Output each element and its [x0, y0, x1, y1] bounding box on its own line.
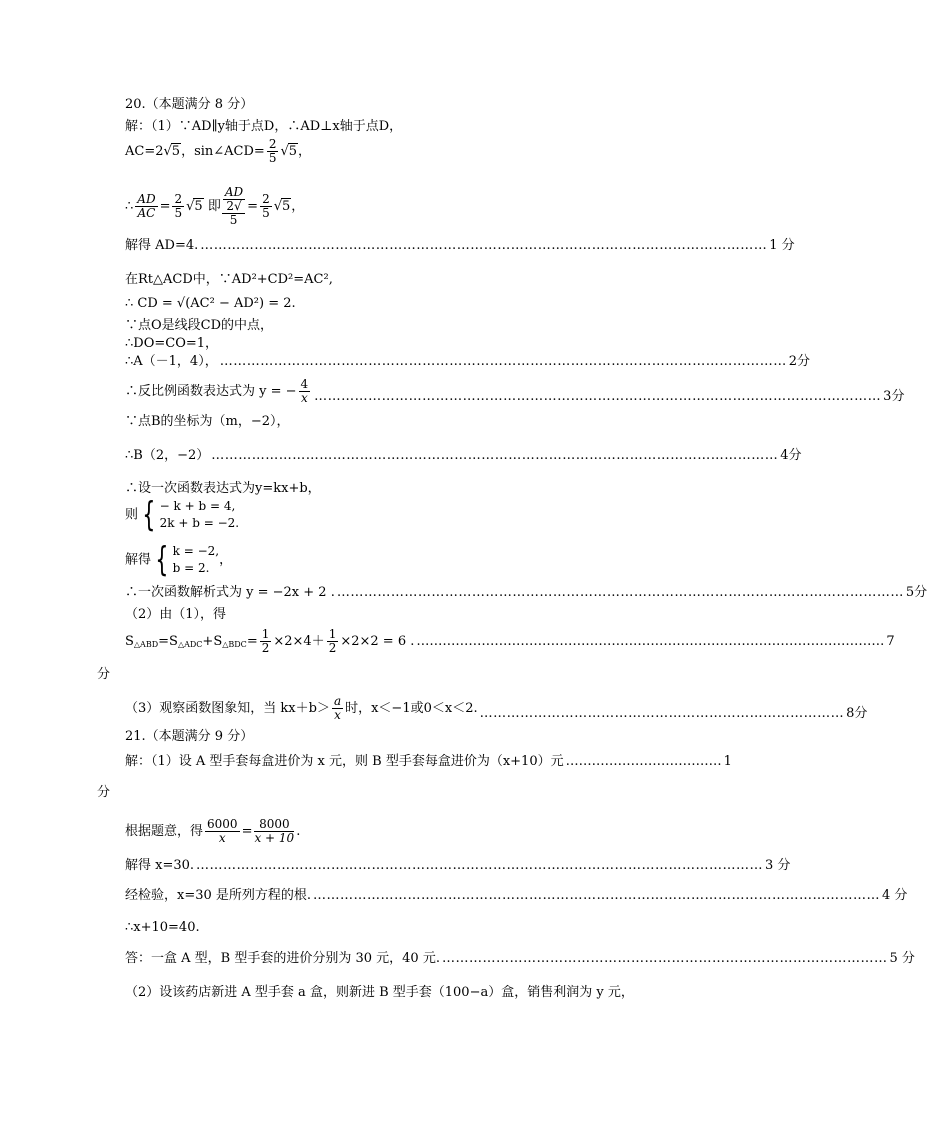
q21-line-1: 解：（1）设 A 型手套每盒进价为 x 元，则 B 型手套每盒进价为（x+10）元 ……………………………… 1 [125, 754, 732, 769]
score-mark: 4分 [780, 448, 802, 463]
fraction: $\frac{2}{5}$ [268, 137, 277, 165]
q21-line-6: 答：一盒 A 型，B 型手套的进价分别为 30 元，40 元. ……………………………………………………………………………………… 5 分 [125, 951, 915, 966]
q20-line-14: 则 { − k + b = 4, 2k + b = −2. [125, 495, 240, 535]
q20-title: 20.（本题满分 8 分） [125, 97, 254, 112]
score-mark-wrap: 分 [97, 667, 111, 682]
score-mark: 1 [723, 754, 732, 769]
q20-line-12: ∴B（2，−2） ……………………………………………………………………………………………………………… 4分 [125, 448, 802, 463]
score-mark: 8分 [846, 706, 868, 721]
q21-title: 21.（本题满分 9 分） [125, 729, 254, 744]
score-mark: 3分 [883, 389, 905, 404]
score-mark-wrap: 分 [97, 785, 111, 800]
q20-line-6: ∴ CD = √(AC² − AD²) = 2. [125, 296, 296, 311]
q20-line-3: ∴ $\frac{AD}{AC}$ = $\frac{2}{5}$ √5 即 AD 2√ 5 = $\frac{2}{5}$ √5， [125, 185, 305, 227]
score-mark: 3 分 [765, 858, 791, 873]
q20-line-17: （2）由（1），得 [125, 607, 227, 622]
q20-line-5: 在Rt△ACD中，∵AD²+CD²=AC², [125, 272, 333, 287]
q20-line-11: ∵点B的坐标为（m，−2）， [125, 414, 290, 429]
score-mark: 4 分 [882, 888, 908, 903]
q20-line-19: （3）观察函数图象知，当 kx＋b＞ $\frac{a}{x}$ 时，x＜−1或0＜x＜2. ……………………………………………………………………… 8分 [125, 694, 868, 722]
q21-line-4: 经检验，x=30 是所列方程的根. ……………………………………………………………………………………………………………… 4 分 [125, 888, 908, 903]
q20-line-1: 解：（1）∵AD∥y轴于点D，∴AD⊥x轴于点D， [125, 119, 403, 134]
score-mark: 5分 [905, 585, 927, 600]
score-mark: 5 分 [889, 951, 915, 966]
q20-line-9: ∴A（－1，4）， ……………………………………………………………………………………………………………… 2分 [125, 354, 810, 369]
sqrt-sign: √ [163, 144, 172, 159]
q20-line-7: ∵点O是线段CD的中点， [125, 318, 274, 333]
score-mark: 2分 [788, 354, 810, 369]
q21-line-2: 根据题意，得 $\frac{6000}{x}$ = $\frac{8000}{x + 10}$ . [125, 817, 301, 845]
q20-line-18: $S_{\triangle ABD}=S_{\triangle ADC}+S_{\triangle BDC}=$ $\frac{1}{2}$ ×2×4＋ $\frac{1}{2}$ ×2×2 = 6 . ……………………………………………………………………………………………… 7 [125, 627, 895, 655]
q21-line-7: （2）设该药店新进 A 型手套 a 盒，则新进 B 型手套（100−a）盒，销售利润为 y 元， [125, 985, 634, 1000]
q21-line-5: ∴x+10=40. [125, 920, 200, 935]
q20-line-15: 解得 { k = −2, b = 2. ， [125, 540, 233, 580]
q21-line-3: 解得 x=30. ……………………………………………………………………………………………………………… 3 分 [125, 858, 791, 873]
q20-line-4: 解得 AD=4. ……………………………………………………………………………………………………………… 1 分 [125, 238, 795, 253]
score-mark: 7 [886, 633, 895, 649]
score-mark: 1 分 [769, 238, 795, 253]
q20-line-10: ∴反比例函数表达式为 y = − $\frac{4}{x}$ ……………………………………………………………………………………………………………… 3分 [125, 377, 905, 405]
q20-line-16: ∴一次函数解析式为 y = −2x + 2 . ……………………………………………………………………………………………………………… 5分 [125, 585, 927, 600]
q20-line-13: ∴设一次函数表达式为y=kx+b， [125, 481, 321, 496]
q20-line-2: AC=2√5，sin∠ACD= $\frac{2}{5}$ √5， [125, 137, 312, 165]
q20-line-8: ∴DO=CO=1， [125, 336, 219, 351]
